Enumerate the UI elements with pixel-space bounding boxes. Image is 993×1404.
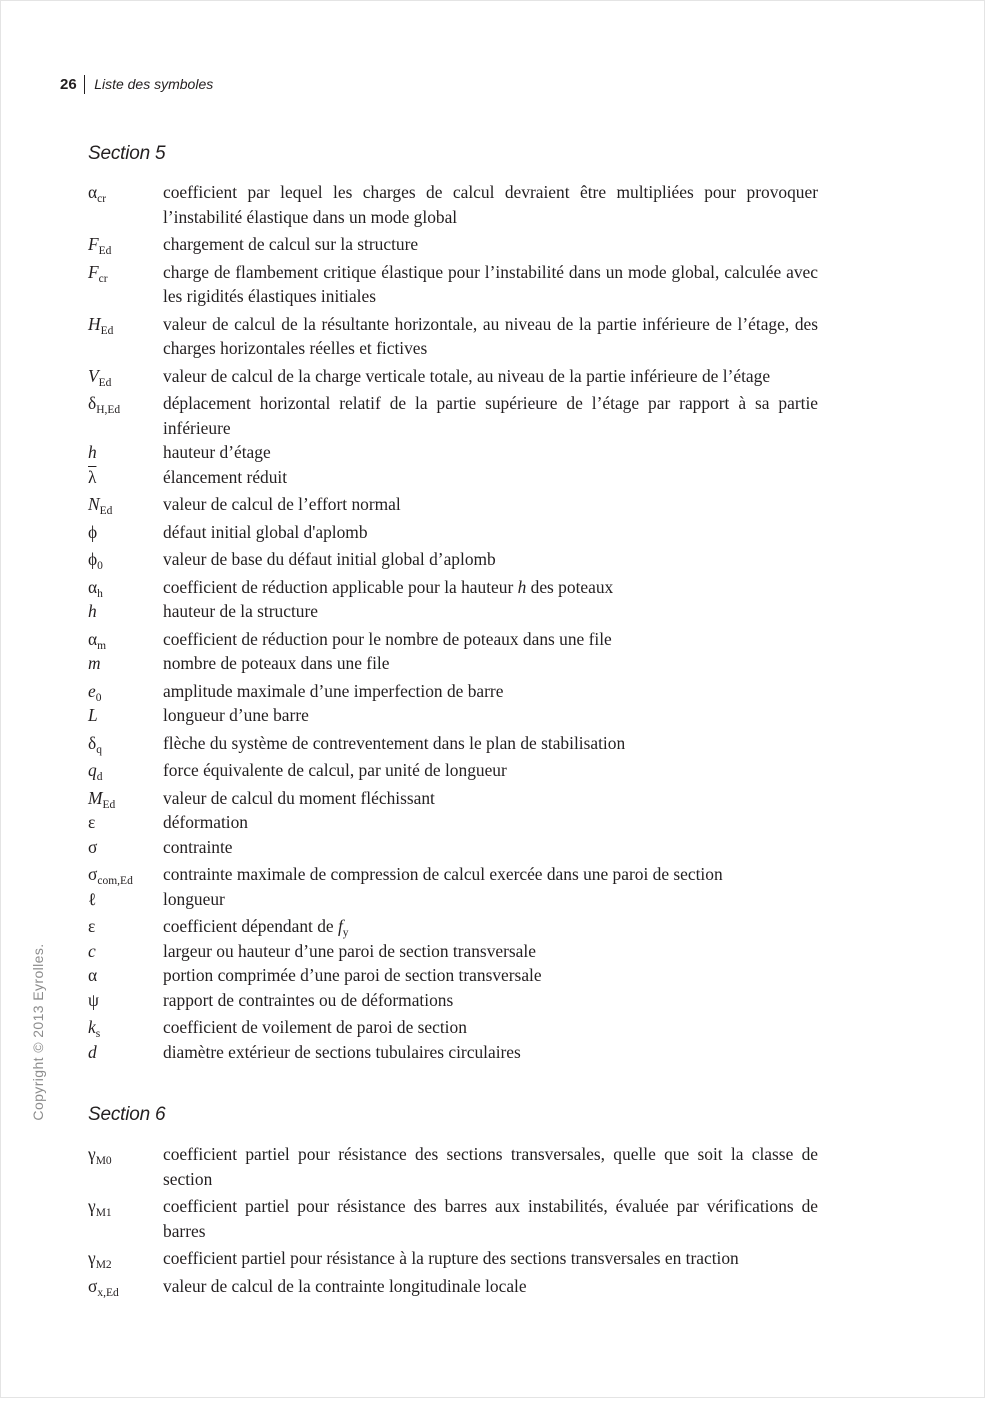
symbol-description: valeur de calcul de la contrainte longitudinale locale	[163, 1275, 527, 1296]
symbol-entry	[88, 651, 818, 676]
symbol-entry	[88, 599, 818, 624]
symbol: $\sigma_{x,Ed}$	[88, 1275, 119, 1299]
symbol-description: coefficient partiel pour résistance des sections transversales, quelle que soit la classe de section	[163, 1144, 818, 1189]
symbol-description: valeur de calcul de la résultante horizontale, au niveau de la partie inférieure de l’étage, des charges horizontales réelles et fictives	[163, 313, 818, 358]
symbol-description: force équivalente de calcul, par unité de longueur	[163, 760, 507, 780]
symbol: $\sigma_{com,Ed}$	[88, 864, 133, 887]
symbol: L	[88, 705, 98, 725]
symbol-entry	[88, 520, 818, 545]
symbol-description: coefficient de réduction pour le nombre de poteaux dans une file	[163, 628, 612, 649]
symbol-entry	[88, 914, 818, 939]
symbol: $\gamma_{M2}$	[88, 1248, 112, 1271]
symbol-entry	[88, 1274, 818, 1299]
symbol-entry	[88, 862, 818, 887]
symbol: $F_{Ed}$	[88, 234, 112, 257]
symbol-description: valeur de calcul de l’effort normal	[163, 494, 401, 514]
page-number: 26	[60, 75, 77, 93]
symbol-entry	[88, 1194, 818, 1243]
symbol-description: coefficient partiel pour résistance des barres aux instabilités, évaluée par vérifications de barres	[163, 1196, 818, 1241]
symbol: $\phi_0$	[88, 549, 103, 572]
symbol: $\gamma_{M0}$	[88, 1144, 112, 1167]
symbol: $\delta_q$	[88, 732, 102, 756]
symbol-description: élancement réduit	[163, 466, 288, 487]
symbol: c	[88, 940, 96, 961]
symbol-description: coefficient de voilement de paroi de section	[163, 1017, 467, 1037]
running-header	[60, 73, 213, 95]
symbol-description: contrainte	[163, 836, 233, 857]
symbol-description: diamètre extérieur de sections tubulaires circulaires	[163, 1041, 521, 1062]
symbol-entry	[88, 939, 818, 964]
symbol: $N_{Ed}$	[88, 494, 113, 517]
symbol-entry	[88, 575, 818, 600]
symbol-entry	[88, 810, 818, 835]
symbol-entry	[88, 988, 818, 1013]
symbol: ℓ	[88, 888, 97, 909]
symbol-entry	[88, 1142, 818, 1191]
symbol-description: rapport de contraintes ou de déformations	[163, 989, 454, 1010]
symbol-entry	[88, 1040, 818, 1065]
symbol-entry	[88, 232, 818, 257]
symbol-description: portion comprimée d’une paroi de section transversale	[163, 965, 542, 985]
symbol-entry	[88, 1246, 818, 1271]
symbol: $\alpha_{cr}$	[88, 182, 107, 205]
symbol: $k_s$	[88, 1017, 101, 1040]
symbol-description: flèche du système de contreventement dans le plan de stabilisation	[163, 732, 626, 753]
symbol-entry	[88, 440, 818, 465]
symbol-description: déplacement horizontal relatif de la partie supérieure de l’étage par rapport à sa partie inférieure	[163, 393, 818, 438]
symbol-description: chargement de calcul sur la structure	[163, 234, 419, 254]
symbol: $M_{Ed}$	[88, 787, 116, 811]
symbol: ϕ	[88, 521, 98, 542]
symbol-entry	[88, 180, 818, 229]
symbol: $V_{Ed}$	[88, 365, 112, 389]
symbol-description: coefficient dépendant de $f_y$	[163, 916, 349, 939]
symbol-entry	[88, 887, 818, 912]
symbol-entry	[88, 465, 818, 490]
symbol-entry	[88, 1015, 818, 1040]
symbol: $H_{Ed}$	[88, 313, 114, 337]
symbol-entry	[88, 786, 818, 811]
symbol: $F_{cr}$	[88, 261, 108, 285]
copyright-notice: Copyright © 2013 Eyrolles.	[30, 943, 46, 1121]
symbol-description: coefficient de réduction applicable pour la hauteur h des poteaux	[163, 576, 614, 597]
symbol: σ	[88, 836, 98, 857]
symbol-description: longueur	[163, 888, 225, 909]
symbol-entry	[88, 758, 818, 783]
symbol: $\overline{\lambda}$	[88, 466, 97, 487]
symbol-description: charge de flambement critique élastique pour l’instabilité dans un mode global, calculée avec les rigidités élastiques initiales	[163, 261, 818, 306]
symbol: $\gamma_{M1}$	[88, 1196, 112, 1219]
symbol-description: contrainte maximale de compression de calcul exercée dans une paroi de section	[163, 864, 723, 884]
section-6-symbol-list	[88, 1142, 818, 1298]
section-5-heading: Section 5	[88, 143, 166, 164]
header-divider	[84, 75, 86, 94]
symbol: $\alpha_m$	[88, 628, 107, 652]
symbol-description: déformation	[163, 812, 248, 832]
symbol-description: longueur d’une barre	[163, 705, 309, 725]
symbol-entry	[88, 627, 818, 652]
symbol-entry	[88, 963, 818, 988]
section-5-symbol-list	[88, 180, 818, 1064]
symbol: $\alpha_h$	[88, 576, 103, 600]
symbol-entry	[88, 364, 818, 389]
symbol-entry	[88, 703, 818, 728]
running-title: Liste des symboles	[94, 76, 214, 92]
symbol-description: hauteur d’étage	[163, 442, 271, 462]
symbol-description: valeur de calcul du moment fléchissant	[163, 787, 435, 808]
symbol-entry	[88, 547, 818, 572]
symbol-description: largeur ou hauteur d’une paroi de section transversale	[163, 940, 536, 961]
symbol-entry	[88, 391, 818, 440]
section-6-heading: Section 6	[88, 1104, 166, 1125]
symbol: m	[88, 653, 101, 673]
symbol: h	[88, 601, 97, 621]
symbol-description: valeur de base du défaut initial global d’aplomb	[163, 549, 496, 569]
symbol: h	[88, 442, 97, 462]
symbol-entry	[88, 679, 818, 704]
symbol-description: coefficient par lequel les charges de calcul devraient être multipliées pour provoquer l’instabilité élastique dans un mode global	[163, 182, 818, 227]
symbol: $\delta_{H,Ed}$	[88, 393, 121, 416]
symbol-description: nombre de poteaux dans une file	[163, 653, 390, 673]
symbol-description: valeur de calcul de la charge verticale totale, au niveau de la partie inférieure de l’étage	[163, 365, 771, 386]
symbol: ε	[88, 916, 96, 936]
symbol-entry	[88, 260, 818, 309]
symbol-entry	[88, 492, 818, 517]
symbol-entry	[88, 731, 818, 756]
symbol-description: hauteur de la structure	[163, 601, 318, 621]
symbol: α	[88, 965, 98, 985]
symbol-entry	[88, 312, 818, 361]
symbol-description: coefficient partiel pour résistance à la rupture des sections transversales en traction	[163, 1248, 739, 1268]
symbol-description: défaut initial global d'aplomb	[163, 521, 368, 542]
symbol: $q_d$	[88, 760, 103, 783]
symbol: $e_0$	[88, 680, 102, 704]
symbol-description: amplitude maximale d’une imperfection de barre	[163, 680, 504, 701]
symbol: d	[88, 1041, 97, 1062]
symbol: ψ	[88, 989, 99, 1010]
symbol: ε	[88, 812, 96, 832]
symbol-entry	[88, 835, 818, 860]
